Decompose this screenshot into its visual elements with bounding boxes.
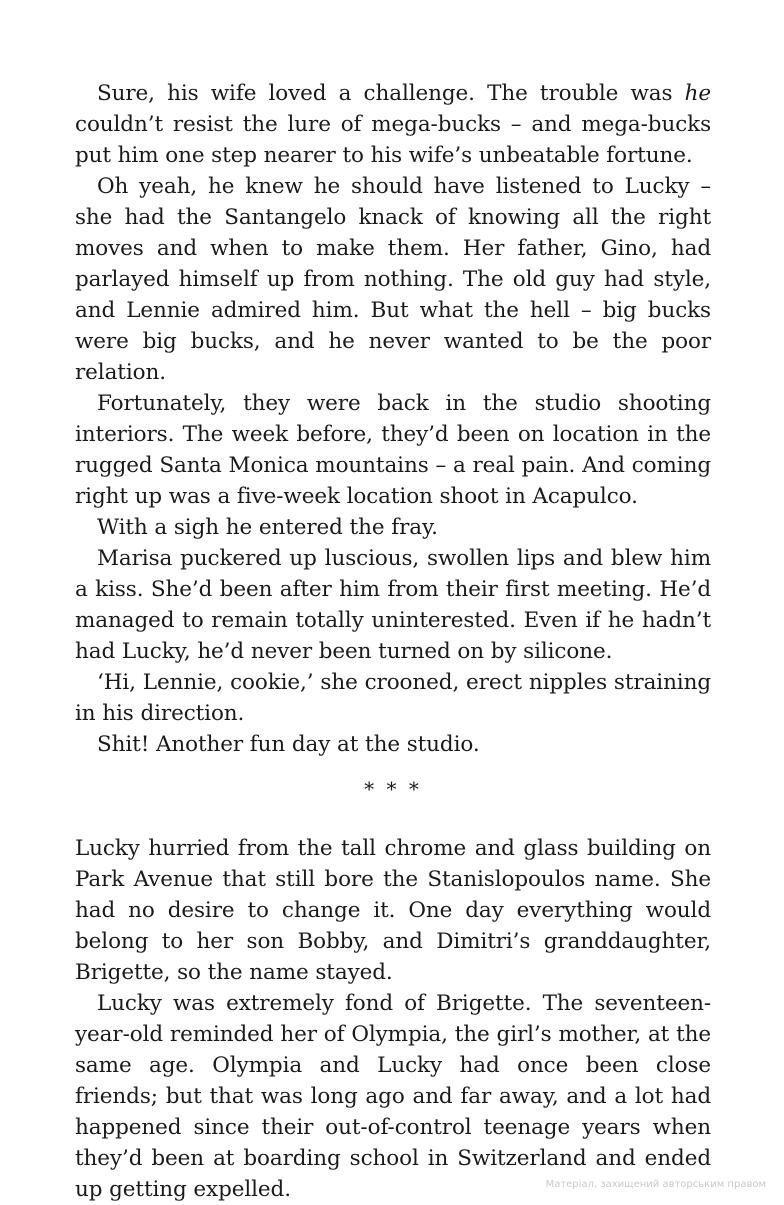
paragraph: ‘Hi, Lennie, cookie,’ she crooned, erect nipples straining in his direction.: [75, 670, 711, 726]
paragraph: Lucky hurried from the tall chrome and glass building on Park Avenue that still bore the Stanislopoulos name. She had no desire to change it. One day everything would belong to her son Bobby, and Dimitri’s granddaughter, Brigette, so the name stayed.: [75, 836, 711, 985]
paragraph: Marisa puckered up luscious, swollen lips and blew him a kiss. She’d been after him from their first meeting. He’d managed to remain totally uninterested. Even if he hadn’t had Lucky, he’d never been turned on by silicone.: [75, 546, 711, 664]
paragraph-text: Sure, his wife loved a challenge. The trouble was: [97, 81, 685, 106]
paragraph: [75, 78, 711, 171]
paragraph: Lucky was extremely fond of Brigette. The seventeen-year-old reminded her of Olympia, the girl’s mother, at the same age. Olympia and Lucky had once been close friends; but that was long ago and far away, and a lot had happened since their out-of-control teenage years when they’d been at boarding school in Switzerland and ended up getting expelled.: [75, 991, 711, 1202]
emphasized-word: he: [684, 81, 711, 106]
paragraph: Fortunately, they were back in the studio shooting interiors. The week before, they’d been on location in the rugged Santa Monica mountains – a real pain. And coming right up was a five-week location shoot in Acapulco.: [75, 391, 711, 509]
scene-break: * * *: [364, 777, 422, 801]
paragraph: With a sigh he entered the fray.: [97, 515, 438, 540]
paragraph-text: couldn’t resist the lure of mega-bucks – and mega-bucks put him one step nearer to his wife’s unbeatable fortune.: [75, 112, 711, 168]
paragraph: Shit! Another fun day at the studio.: [97, 732, 480, 757]
book-page: [75, 78, 711, 1205]
copyright-watermark: Матеріал, захищений авторським правом: [545, 1179, 766, 1190]
paragraph: Oh yeah, he knew he should have listened to Lucky – she had the Santangelo knack of knowing all the right moves and when to make them. Her father, Gino, had parlayed himself up from nothing. The old guy had style, and Lennie admired him. But what the hell – big bucks were big bucks, and he never wanted to be the poor relation.: [75, 174, 711, 385]
